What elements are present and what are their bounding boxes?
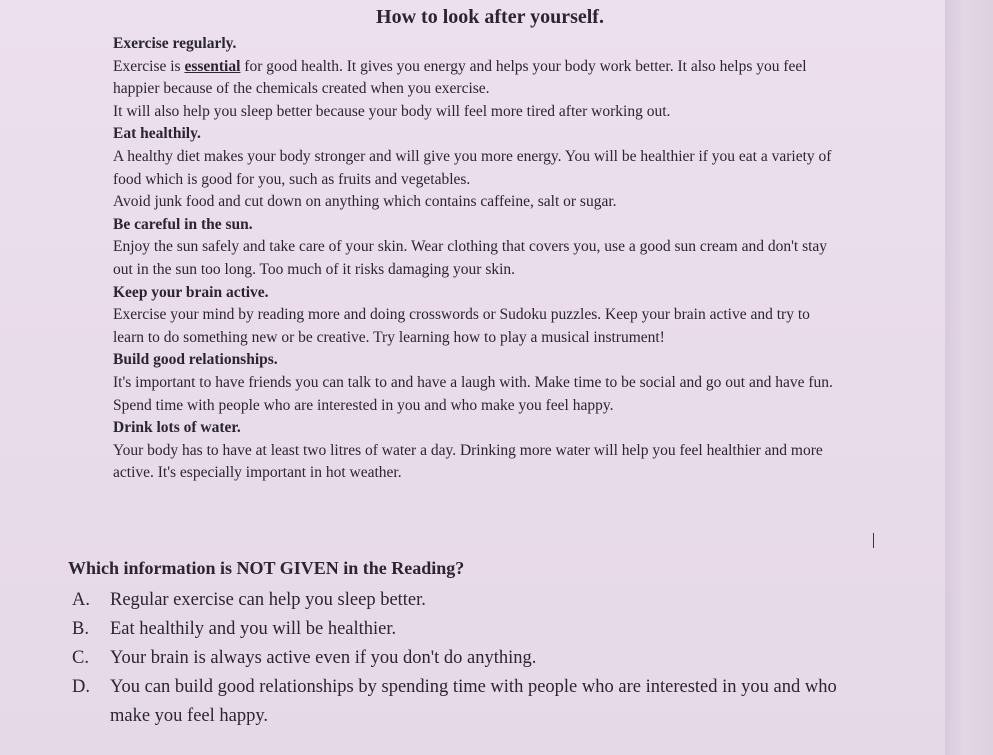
option-letter: C.	[72, 648, 89, 668]
section-eat-healthily	[113, 123, 838, 213]
option-letter: B.	[72, 619, 89, 639]
section-water	[113, 417, 838, 485]
section-brain	[113, 282, 838, 350]
section-paragraph: Exercise is essential for good health. It gives you energy and helps your body work better. It also helps you feel happier because of the chemicals created when you exercise.	[113, 57, 807, 98]
answer-options	[72, 586, 872, 731]
option-text: You can build good relationships by spending time with people who are interested in you and who make you feel happy.	[110, 677, 837, 726]
reading-passage	[113, 33, 838, 485]
underlined-word: essential	[184, 57, 241, 75]
section-heading: Exercise regularly.	[113, 35, 237, 52]
section-heading: Keep your brain active.	[113, 283, 269, 301]
section-paragraph: Enjoy the sun safely and take care of your skin. Wear clothing that covers you, use a good sun cream and don't stay out in the sun too long. Too much of it risks damaging your skin.	[113, 238, 828, 278]
section-sun	[113, 214, 838, 282]
option-text: Your brain is always active even if you don't do anything.	[110, 648, 537, 668]
option-d[interactable]	[72, 673, 872, 731]
page-edge	[945, 0, 993, 755]
section-paragraph: A healthy diet makes your body stronger and will give you more energy. You will be healthier if you eat a variety of food which is good for you, such as fruits and vegetables.	[113, 147, 832, 188]
question-prompt: Which information is NOT GIVEN in the Reading?	[68, 558, 465, 578]
text-cursor-mark	[873, 533, 874, 548]
section-paragraph: Exercise your mind by reading more and doing crosswords or Sudoku puzzles. Keep your brain active and try to learn to do something new or be creative. Try learning how to play a musical instrument!	[113, 306, 810, 346]
section-paragraph: Your body has to have at least two litres of water a day. Drinking more water will help you feel healthier and more active. It's especially important in hot weather.	[113, 441, 823, 482]
option-text: Eat healthily and you will be healthier.	[110, 619, 397, 639]
section-paragraph: Avoid junk food and cut down on anything which contains caffeine, salt or sugar.	[113, 193, 617, 211]
section-heading: Be careful in the sun.	[113, 215, 253, 233]
option-c[interactable]	[72, 644, 872, 673]
option-a[interactable]	[72, 586, 872, 615]
section-paragraph: It will also help you sleep better because your body will feel more tired after working out.	[113, 102, 671, 120]
section-heading: Drink lots of water.	[113, 419, 241, 437]
section-heading: Build good relationships.	[113, 351, 278, 369]
option-letter: D.	[72, 677, 90, 697]
option-letter: A.	[72, 590, 90, 610]
section-paragraph: It's important to have friends you can talk to and have a laugh with. Make time to be social and go out and have fun. Spend time with people who are interested in you and who make you feel happy.	[113, 373, 833, 414]
document-title: How to look after yourself.	[376, 6, 604, 28]
section-relationships	[113, 349, 838, 417]
option-text: Regular exercise can help you sleep better.	[110, 590, 426, 610]
section-exercise	[113, 33, 838, 123]
section-heading: Eat healthily.	[113, 125, 201, 143]
option-b[interactable]	[72, 615, 872, 644]
